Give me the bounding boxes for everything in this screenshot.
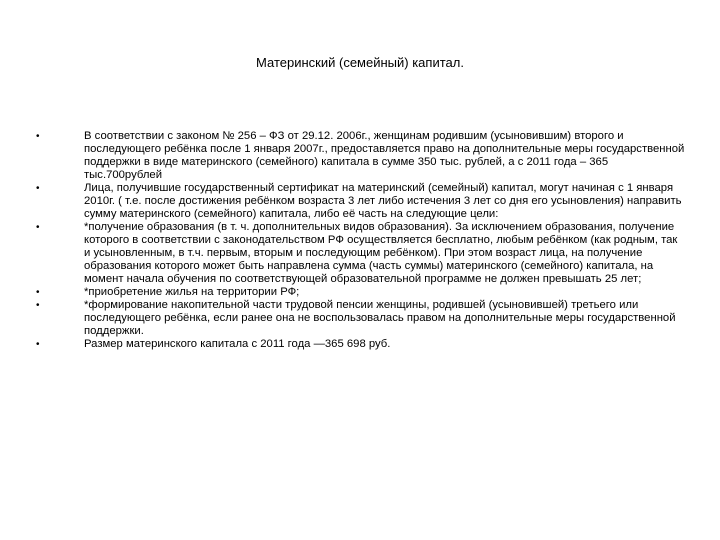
bullet-item-certificate — [36, 182, 686, 221]
bullet-marker: • — [36, 300, 40, 311]
bullet-marker: • — [36, 183, 40, 194]
bullet-text: Размер материнского капитала с 2011 года —365 698 руб. — [84, 338, 391, 350]
bullet-item-amount — [36, 338, 686, 351]
bullet-marker: • — [36, 287, 40, 298]
bullet-item-education — [36, 221, 686, 286]
bullet-item-pension — [36, 299, 686, 338]
bullet-item-housing — [36, 286, 686, 299]
bullet-text: *получение образования (в т. ч. дополнительных видов образования). За исключением образования, получение которого в соответствии с законодательством РФ осуществляется бесплатно, любым ребёнком (как родным, так и усыновленным, в т.ч. первым, вторым и последующим ребёнком). При этом возраст лица, на получение образования которого может быть направлена сумма (часть суммы) материнского (семейного) капитала, на момент начала обучения по соответствующей образовательной программе не должен превышать 25 лет; — [84, 221, 678, 285]
bullet-text: *приобретение жилья на территории РФ; — [84, 286, 300, 298]
slide-title: Материнский (семейный) капитал. — [256, 55, 464, 70]
bullet-text: Лица, получившие государственный сертификат на материнский (семейный) капитал, могут начиная с 1 января 2010г. ( т.е. после достижения ребёнком возраста 3 лет либо истечения 3 лет со дня его усыновления) направить сумму материнского (семейного) капитала, либо её часть на следующие цели: — [84, 182, 682, 220]
bullet-text: *формирование накопительной части трудовой пенсии женщины, родившей (усыновившей) третьего или последующего ребёнка, если ранее она не воспользовалась правом на дополнительные меры государственной поддержки. — [84, 299, 676, 337]
bullet-marker: • — [36, 339, 40, 350]
bullet-marker: • — [36, 222, 40, 233]
bullet-item-law — [36, 130, 686, 182]
bullet-text: В соответствии с законом № 256 – ФЗ от 29.12. 2006г., женщинам родившим (усыновившим) второго и последующего ребёнка после 1 января 2007г., предоставляется право на дополнительные меры государственной поддержки в виде материнского (семейного) капитала в сумме 350 тыс. рублей, а с 2011 года – 365 тыс.700рублей — [84, 130, 685, 181]
bullet-marker: • — [36, 131, 40, 142]
bullet-list — [36, 130, 686, 351]
